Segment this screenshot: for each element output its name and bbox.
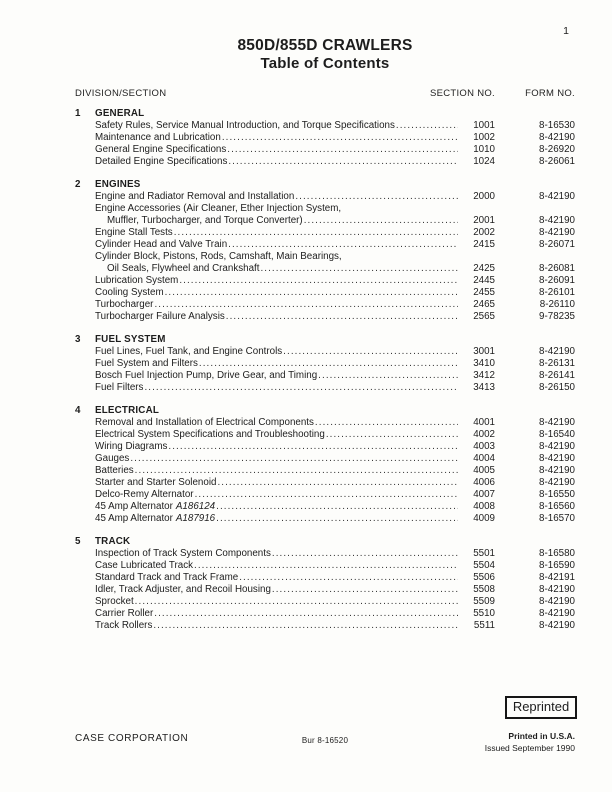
toc-entry [95, 453, 575, 465]
toc-entry [95, 382, 575, 394]
footer-company: CASE CORPORATION [75, 733, 189, 744]
reprinted-stamp: Reprinted [505, 696, 577, 719]
division-header [75, 108, 575, 120]
toc-entry [95, 239, 575, 251]
toc-entry-section-no: 4009 [473, 513, 495, 524]
dot-leader [326, 429, 458, 441]
toc-entry-section-no: 2565 [473, 311, 495, 322]
dot-leader [226, 311, 458, 323]
toc-entry-title: Cylinder Block, Pistons, Rods, Camshaft, Main Bearings, [95, 251, 342, 262]
toc-entry-section-no: 5506 [473, 572, 495, 583]
toc-entry-form-no: 8-26141 [539, 370, 575, 381]
division-header [75, 334, 575, 346]
toc-division [75, 179, 575, 323]
toc-entry-section-no: 4006 [473, 477, 495, 488]
toc-entry [95, 620, 575, 632]
toc-entry-title: Engine and Radiator Removal and Installation [95, 191, 295, 202]
toc-entry-section-no: 4008 [473, 501, 495, 512]
toc-entry [95, 132, 575, 144]
division-number: 3 [75, 334, 81, 345]
toc-entry-section-no: 4005 [473, 465, 495, 476]
dot-leader [199, 358, 458, 370]
toc-entry-section-no: 2445 [473, 275, 495, 286]
toc-entry [95, 215, 575, 227]
dot-leader [174, 227, 458, 239]
dot-leader [227, 144, 458, 156]
toc-entry-section-no: 3001 [473, 346, 495, 357]
toc-entry-section-no: 4002 [473, 429, 495, 440]
dot-leader [216, 513, 458, 525]
toc-entry-form-no: 8-42190 [539, 227, 575, 238]
dot-leader [154, 608, 458, 620]
document-title: 850D/855D CRAWLERS [237, 37, 413, 54]
toc-entry-title: Safety Rules, Service Manual Introduction, and Torque Specifications [95, 120, 395, 131]
toc-entry-title: Turbocharger [95, 299, 154, 310]
document-subtitle: Table of Contents [260, 55, 390, 72]
toc-entry-form-no: 8-42190 [539, 417, 575, 428]
toc-entry-section-no: 1001 [473, 120, 495, 131]
page-number: 1 [563, 25, 569, 37]
toc-entry-title: Wiring Diagrams [95, 441, 168, 452]
toc-entry-form-no: 8-26110 [539, 299, 575, 310]
dot-leader [304, 215, 458, 227]
toc-entry [95, 144, 575, 156]
toc-entry [95, 429, 575, 441]
toc-entry-section-no: 1024 [473, 156, 495, 167]
toc-sections [75, 108, 575, 632]
toc-entry-section-no: 1010 [473, 144, 495, 155]
toc-entry [95, 358, 575, 370]
dot-leader [154, 299, 458, 311]
toc-entry-title: Lubrication System [95, 275, 179, 286]
toc-entry-part-number: A187916 [175, 513, 216, 524]
toc-entry-form-no: 8-42190 [539, 608, 575, 619]
toc-entry-form-no: 8-16560 [539, 501, 575, 512]
toc-entry-title: Cooling System [95, 287, 164, 298]
toc-entry [95, 572, 575, 584]
toc-entry-title: Standard Track and Track Frame [95, 572, 239, 583]
dot-leader [153, 620, 458, 632]
toc-entry-title: Engine Stall Tests [95, 227, 173, 238]
toc-entry-section-no: 5511 [473, 620, 495, 631]
division-header [75, 179, 575, 191]
toc-entry-form-no: 8-26131 [539, 358, 575, 369]
dot-leader [194, 560, 458, 572]
toc-entry-section-no: 5509 [473, 596, 495, 607]
toc-entry-title: Sprocket [95, 596, 134, 607]
toc-entry [95, 346, 575, 358]
toc-entry-section-no: 2425 [473, 263, 495, 274]
column-header-division-section: DIVISION/SECTION [75, 88, 167, 99]
division-header [75, 536, 575, 548]
toc-entry-section-no: 2465 [473, 299, 495, 310]
toc-entry-form-no: 8-16540 [539, 429, 575, 440]
toc-entry-section-no: 4004 [473, 453, 495, 464]
division-name: ENGINES [95, 179, 141, 190]
toc-entry [95, 275, 575, 287]
toc-entry-form-no: 8-42190 [539, 346, 575, 357]
dot-leader [135, 596, 458, 608]
toc-entry [95, 287, 575, 299]
toc-entry-title: Oil Seals, Flywheel and Crankshaft [107, 263, 260, 274]
footer-printed-in: Printed in U.S.A. [508, 731, 575, 741]
toc-entry [95, 227, 575, 239]
toc-entry-title: Turbocharger Failure Analysis [95, 311, 225, 322]
dot-leader [315, 417, 458, 429]
toc-entry-section-no: 5508 [473, 584, 495, 595]
toc-entry-form-no: 8-42190 [539, 191, 575, 202]
toc-entry-title: Engine Accessories (Air Cleaner, Ether Injection System, [95, 203, 342, 214]
division-number: 4 [75, 405, 81, 416]
toc-entry-title: Inspection of Track System Components [95, 548, 271, 559]
dot-leader [260, 263, 458, 275]
toc-entry-title: Delco-Remy Alternator [95, 489, 194, 500]
toc-entry [95, 489, 575, 501]
toc-division [75, 334, 575, 394]
toc-entry-section-no: 4003 [473, 441, 495, 452]
toc-entry-section-no: 2002 [473, 227, 495, 238]
toc-entry-title: Muffler, Turbocharger, and Torque Converter) [107, 215, 303, 226]
toc-entry [95, 191, 575, 203]
dot-leader [144, 382, 458, 394]
dot-leader [283, 346, 458, 358]
toc-entry [95, 370, 575, 382]
toc-entry-title: Idler, Track Adjuster, and Recoil Housing [95, 584, 271, 595]
toc-entry-form-no: 8-42191 [539, 572, 575, 583]
toc-entry-form-no: 8-16570 [539, 513, 575, 524]
division-number: 5 [75, 536, 81, 547]
footer-issued-date: Issued September 1990 [484, 743, 575, 753]
dot-leader [222, 132, 458, 144]
toc-entry [95, 311, 575, 323]
toc-entry-title: Bosch Fuel Injection Pump, Drive Gear, and Timing [95, 370, 318, 381]
dot-leader [165, 287, 458, 299]
toc-entry [95, 263, 575, 275]
toc-entry-title: Batteries [95, 465, 134, 476]
toc-entry [95, 596, 575, 608]
toc-entry-form-no: 9-78235 [539, 311, 575, 322]
division-name: TRACK [95, 536, 131, 547]
dot-leader [168, 441, 458, 453]
dot-leader [272, 584, 458, 596]
toc-entry-form-no: 8-26081 [539, 263, 575, 274]
toc-entry [95, 560, 575, 572]
toc-entry [95, 417, 575, 429]
toc-entry-form-no: 8-16550 [539, 489, 575, 500]
division-name: GENERAL [95, 108, 145, 119]
toc-entry [95, 465, 575, 477]
toc-entry-section-no: 5510 [473, 608, 495, 619]
toc-entry-form-no: 8-42190 [539, 584, 575, 595]
toc-entry-form-no: 8-42190 [539, 132, 575, 143]
toc-division [75, 108, 575, 168]
toc-entry-title: Track Rollers [95, 620, 153, 631]
toc-entry-title: Fuel System and Filters [95, 358, 198, 369]
toc-entry-form-no: 8-42190 [539, 620, 575, 631]
division-name: FUEL SYSTEM [95, 334, 166, 345]
toc-entry [95, 548, 575, 560]
toc-entry-section-no: 4001 [473, 417, 495, 428]
dot-leader [295, 191, 458, 203]
toc-entry-section-no: 2000 [473, 191, 495, 202]
dot-leader [318, 370, 458, 382]
division-number: 1 [75, 108, 81, 119]
toc-entry-line1 [95, 251, 575, 263]
division-name: ELECTRICAL [95, 405, 160, 416]
dot-leader [195, 489, 458, 501]
column-header-form-no: FORM NO. [525, 88, 575, 99]
toc-entry [95, 501, 575, 513]
toc-entry-section-no: 3412 [473, 370, 495, 381]
toc-entry-title: Fuel Lines, Fuel Tank, and Engine Controls [95, 346, 283, 357]
toc-entry-form-no: 8-16580 [539, 548, 575, 559]
toc-entry-form-no: 8-42190 [539, 453, 575, 464]
toc-entry-section-no: 2001 [473, 215, 495, 226]
toc-entry-title: Carrier Roller [95, 608, 154, 619]
dot-leader [135, 465, 458, 477]
toc-entry [95, 120, 575, 132]
toc-entry-section-no: 3410 [473, 358, 495, 369]
toc-entry-form-no: 8-16590 [539, 560, 575, 571]
dot-leader [228, 239, 458, 251]
toc-entry-form-no: 8-42190 [539, 477, 575, 488]
toc-entry-title: 45 Amp Alternator A186124 [95, 501, 216, 512]
dot-leader [228, 156, 458, 168]
toc-entry [95, 441, 575, 453]
toc-entry-title: Maintenance and Lubrication [95, 132, 221, 143]
toc-entry [95, 513, 575, 525]
toc-entry-title: Case Lubricated Track [95, 560, 194, 571]
toc-entry-form-no: 8-42190 [539, 441, 575, 452]
division-header [75, 405, 575, 417]
dot-leader [130, 453, 458, 465]
toc-entry-form-no: 8-26920 [539, 144, 575, 155]
toc-entry-section-no: 5501 [473, 548, 495, 559]
toc-entry-title: Detailed Engine Specifications [95, 156, 228, 167]
toc-entry-form-no: 8-42190 [539, 215, 575, 226]
toc-entry-line1 [95, 203, 575, 215]
toc-entry-title: Electrical System Specifications and Troubleshooting [95, 429, 325, 440]
toc-entry-form-no: 8-42190 [539, 596, 575, 607]
dot-leader [217, 477, 458, 489]
toc-entry-section-no: 2455 [473, 287, 495, 298]
toc-entry-section-no: 1002 [473, 132, 495, 143]
toc-entry-title: Starter and Starter Solenoid [95, 477, 217, 488]
toc-entry-title: Fuel Filters [95, 382, 144, 393]
toc-entry-form-no: 8-42190 [539, 465, 575, 476]
toc-entry [95, 299, 575, 311]
toc-division [75, 536, 575, 632]
toc-entry-form-no: 8-26091 [539, 275, 575, 286]
toc-entry-form-no: 8-26061 [539, 156, 575, 167]
footer-bur-number: Bur 8-16520 [301, 736, 349, 745]
dot-leader [239, 572, 458, 584]
toc-entry-title: General Engine Specifications [95, 144, 227, 155]
toc-entry-title: Removal and Installation of Electrical Components [95, 417, 314, 428]
toc-entry [95, 477, 575, 489]
toc-entry-title: 45 Amp Alternator A187916 [95, 513, 216, 524]
toc-entry-part-number: A186124 [175, 501, 216, 512]
division-number: 2 [75, 179, 81, 190]
toc-entry-form-no: 8-26071 [539, 239, 575, 250]
column-headers [75, 88, 575, 99]
toc-entry [95, 156, 575, 168]
toc-entry-section-no: 5504 [473, 560, 495, 571]
toc-entry-title: Gauges [95, 453, 130, 464]
toc-entry [95, 608, 575, 620]
dot-leader [272, 548, 458, 560]
toc-entry-form-no: 8-16530 [539, 120, 575, 131]
toc-entry-form-no: 8-26150 [539, 382, 575, 393]
toc-entry-form-no: 8-26101 [539, 287, 575, 298]
toc-division [75, 405, 575, 525]
toc-entry [95, 584, 575, 596]
column-header-section-no: SECTION NO. [429, 88, 495, 99]
dot-leader [396, 120, 458, 132]
dot-leader [216, 501, 458, 513]
toc-entry-title: Cylinder Head and Valve Train [95, 239, 228, 250]
dot-leader [179, 275, 458, 287]
toc-entry-section-no: 3413 [473, 382, 495, 393]
toc-entry-section-no: 4007 [473, 489, 495, 500]
toc-entry-section-no: 2415 [473, 239, 495, 250]
